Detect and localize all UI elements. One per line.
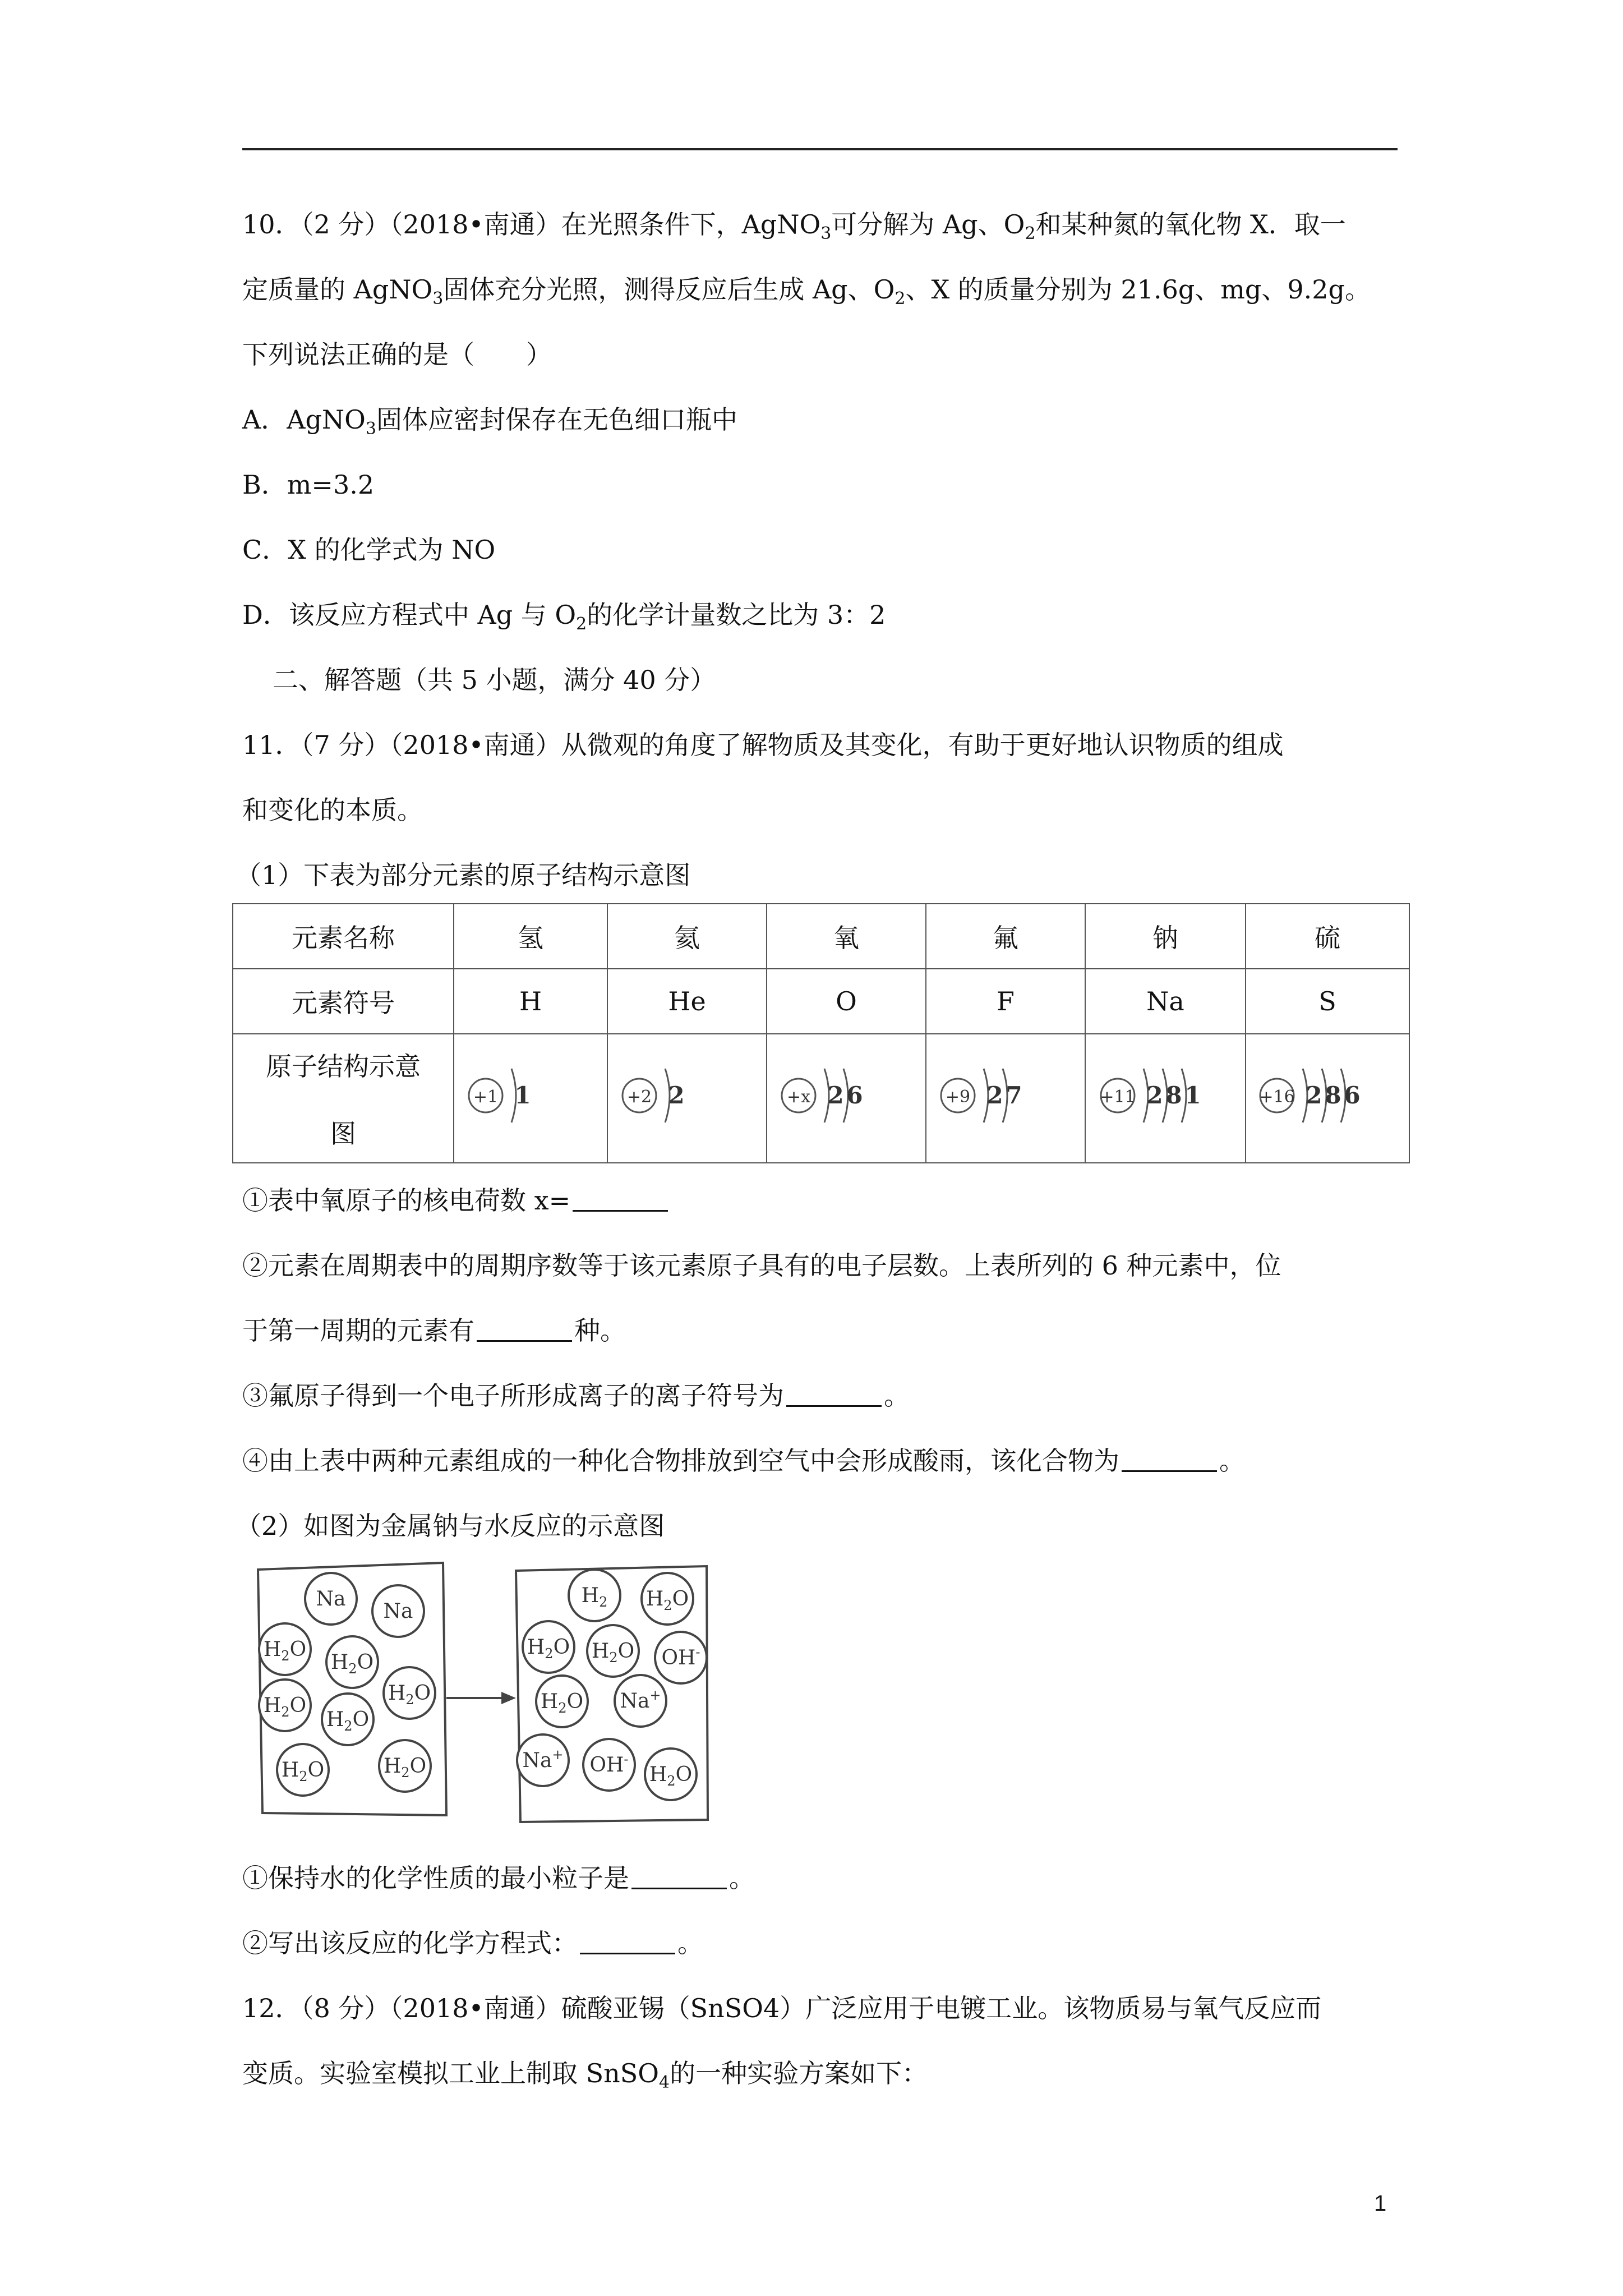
shell-electron-count: 1 (514, 1081, 531, 1109)
molecule-label: $H_2O$ (645, 1588, 689, 1613)
atom-diagram-cell-na (1085, 1034, 1246, 1163)
q10-line-3: 下列说法正确的是（ ） (242, 339, 552, 370)
q10-option-c: C．X 的化学式为 NO (242, 535, 496, 565)
name-cell: 氢 (454, 904, 607, 969)
symbol-cell: S (1246, 969, 1409, 1034)
answer-blank[interactable] (477, 1318, 572, 1342)
nucleus-charge: +1 (473, 1087, 499, 1107)
q11-sub2: （2）如图为金属钠与水反应的示意图 (236, 1511, 665, 1541)
element-table (232, 903, 1410, 1163)
atom-diagram-cell-f (926, 1034, 1085, 1163)
molecule-label: Na+ (620, 1687, 661, 1713)
molecule-label: $H_2$ (581, 1584, 608, 1610)
molecule-label: $H_2O$ (527, 1636, 570, 1662)
q10-option-d: D．该反应方程式中 Ag 与 $O_2$的化学计量数之比为 3：2 (242, 600, 886, 634)
answer-blank[interactable] (786, 1383, 882, 1407)
molecule-label: $H_2O$ (591, 1640, 635, 1665)
molecule-label: $H_2O$ (263, 1638, 307, 1664)
molecule-label: $H_2O$ (383, 1755, 427, 1780)
molecule-label: Na (383, 1600, 413, 1623)
answer-blank[interactable] (1122, 1448, 1217, 1472)
q12-line-1: 12．（8 分）（2018•南通）硫酸亚锡（SnSO4）广泛应用于电镀工业。该物质易与氧气反应而 (242, 1993, 1322, 2023)
nucleus-charge: +9 (945, 1087, 971, 1107)
name-cell: 氦 (607, 904, 767, 969)
molecule-label: Na (316, 1588, 346, 1611)
molecule-label: $H_2O$ (540, 1690, 584, 1716)
section-title: 二、解答题（共 5 小题，满分 40 分） (273, 665, 716, 695)
q10-option-b: B．m=3.2 (242, 470, 375, 500)
molecule-label: OH- (589, 1751, 629, 1777)
atom-structure-he (611, 1039, 763, 1152)
atom-structure-na (1090, 1039, 1241, 1152)
atom-diagram-cell-o (767, 1034, 926, 1163)
shell-electron-count: 2 (1146, 1081, 1163, 1109)
molecule-label: $H_2O$ (388, 1682, 431, 1708)
name-cell: 钠 (1085, 904, 1246, 969)
header-rule (242, 148, 1398, 150)
q11-p2: ②写出该反应的化学方程式： 。 (242, 1928, 703, 1958)
q11-sub1: （1）下表为部分元素的原子结构示意图 (236, 860, 691, 890)
answer-blank[interactable] (580, 1930, 675, 1954)
shell-electron-count: 6 (1344, 1081, 1361, 1109)
q10-option-a: A．AgNO$_3$固体应密封保存在无色细口瓶中 (242, 404, 737, 439)
molecule-label: $H_2O$ (326, 1708, 370, 1734)
symbol-cell: He (607, 969, 767, 1034)
name-cell: 硫 (1246, 904, 1409, 969)
atom-structure-o (771, 1039, 922, 1152)
row-label-diagram-line-2: 图 (330, 1119, 356, 1149)
atom-diagram-cell-h (454, 1034, 607, 1163)
q10-line-1: 10．（2 分）（2018•南通）在光照条件下，AgNO$_3$可分解为 Ag、$O_2$和某种氮的氧化物 X．取一 (242, 209, 1346, 243)
row-label-name: 元素名称 (233, 904, 454, 969)
nucleus-charge: +2 (626, 1087, 652, 1107)
answer-blank[interactable] (573, 1188, 668, 1212)
q11-line-1: 11．（7 分）（2018•南通）从微观的角度了解物质及其变化，有助于更好地认识物质的组成 (242, 730, 1284, 760)
atom-structure-s (1249, 1039, 1406, 1152)
shell-electron-count: 2 (827, 1081, 844, 1109)
shell-electron-count: 8 (1325, 1081, 1341, 1109)
name-cell: 氟 (926, 904, 1085, 969)
q11-s4: ④由上表中两种元素组成的一种化合物排放到空气中会形成酸雨，该化合物为 。 (242, 1446, 1245, 1476)
molecule-label: $H_2O$ (330, 1651, 374, 1677)
answer-blank[interactable] (631, 1865, 727, 1889)
shell-electron-count: 2 (668, 1081, 685, 1109)
q11-s2-line-1: ②元素在周期表中的周期序数等于该元素原子具有的电子层数。上表所列的 6 种元素中，位 (242, 1250, 1281, 1281)
symbol-cell: Na (1085, 969, 1246, 1034)
molecule-label: OH- (661, 1644, 700, 1669)
q11-p1: ①保持水的化学性质的最小粒子是 。 (242, 1863, 755, 1893)
atom-structure-f (930, 1039, 1081, 1152)
row-label-symbol: 元素符号 (233, 969, 454, 1034)
molecule-label: $H_2O$ (649, 1763, 693, 1789)
shell-electron-count: 2 (1306, 1081, 1322, 1109)
row-label-diagram-line-1: 原子结构示意 (266, 1051, 421, 1082)
q11-s2-line-2: 于第一周期的元素有 种。 (242, 1315, 626, 1346)
q12-line-2: 变质。实验室模拟工业上制取 SnSO$_4$的一种实验方案如下： (242, 2058, 928, 2092)
q10-line-2: 定质量的 AgNO$_3$固体充分光照，测得反应后生成 Ag、$O_2$、X 的质量分别为 21.6g、mg、9.2g。 (242, 274, 1371, 309)
shell-electron-count: 6 (846, 1081, 863, 1109)
shell-electron-count: 7 (1006, 1081, 1022, 1109)
shell-electron-count: 2 (986, 1081, 1003, 1109)
name-cell: 氧 (767, 904, 926, 969)
atom-structure-h (458, 1039, 603, 1152)
shell-electron-count: 1 (1184, 1081, 1201, 1109)
product-molecules (517, 1570, 707, 1800)
symbol-cell: H (454, 969, 607, 1034)
symbol-cell: O (767, 969, 926, 1034)
nucleus-charge: +16 (1259, 1087, 1295, 1107)
sodium-water-reaction-diagram (252, 1559, 723, 1829)
molecule-label: $H_2O$ (281, 1759, 325, 1784)
symbol-cell: F (926, 969, 1085, 1034)
reaction-arrow-head (501, 1692, 516, 1704)
nucleus-charge: +x (786, 1087, 811, 1107)
q11-s3: ③氟原子得到一个电子所形成离子的离子符号为 。 (242, 1381, 910, 1411)
atom-diagram-cell-s (1246, 1034, 1409, 1163)
molecule-label: $H_2O$ (263, 1694, 307, 1720)
q11-s1: ①表中氧原子的核电荷数 x= (242, 1184, 670, 1217)
page-number: 1 (1374, 2191, 1387, 2216)
row-label-diagram (233, 1034, 454, 1163)
atom-diagram-cell-he (607, 1034, 767, 1163)
shell-electron-count: 8 (1165, 1081, 1182, 1109)
reactant-molecules (259, 1573, 435, 1796)
nucleus-charge: +11 (1100, 1087, 1136, 1107)
q11-line-2: 和变化的本质。 (242, 795, 423, 825)
molecule-label: Na+ (522, 1747, 564, 1772)
